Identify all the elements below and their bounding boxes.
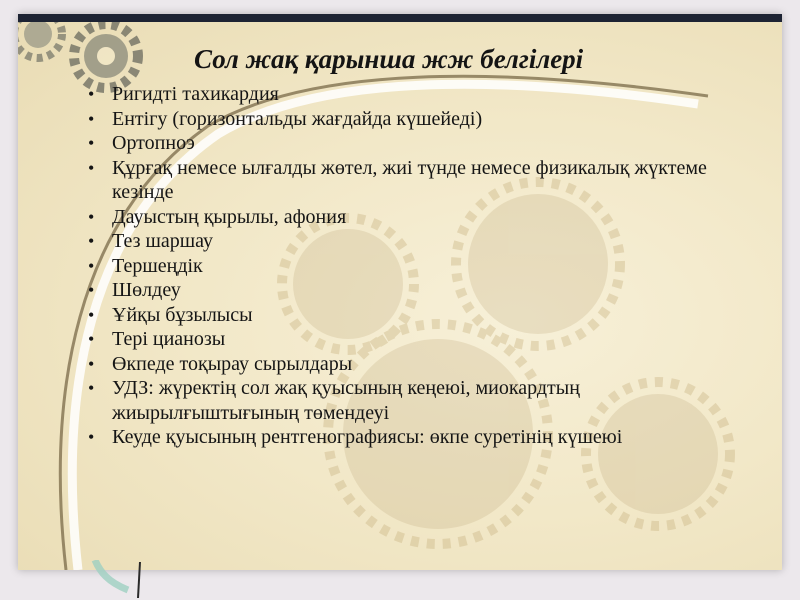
bullet-text: Құрғақ немесе ылғалды жөтел, жиі түнде немесе физикалық жүктеме кезінде [112,156,707,203]
bullet-text: Дауыстың қырылы, афония [112,205,347,228]
bullet-item [88,327,728,352]
bullet-dot: • [88,206,95,227]
bullet-text: Ентігу (горизонтальды жағдайда күшейеді) [112,107,483,130]
bullet-text: Тез шаршау [112,230,214,252]
bullet-item [88,107,728,132]
bullet-dot: • [88,231,95,251]
bullet-text: Кеуде қуысының рентгенографиясы: өкпе суретінің күшеюі [112,426,623,448]
bullet-dot: • [88,133,95,153]
bullet-item [88,131,728,156]
gear-icon [18,14,138,88]
bullet-text: Ригидті тахикардия [112,83,279,105]
bullet-list [88,82,728,450]
bullet-item [88,254,728,279]
top-bar [18,14,782,22]
bullet-dot: • [88,157,95,178]
bullet-text: Тері цианозы [112,328,226,350]
bottom-left-decoration [0,560,200,600]
bullet-dot: • [88,304,95,325]
bullet-dot: • [88,329,95,349]
bullet-text: УДЗ: жүректің сол жақ қуысының кеңеюі, миокардтың жиырылғыштығының төмендеуі [112,377,580,424]
bullet-dot: • [88,280,95,300]
bullet-dot: • [88,84,95,104]
bullet-item [88,229,728,254]
bullet-item [88,205,728,230]
bullet-item [88,82,728,107]
slide-title: Сол жақ қарынша жж белгілері [194,44,584,74]
bullet-dot: • [88,427,95,447]
bullet-text: Өкпеде тоқырау сырылдары [112,352,353,375]
bullet-dot: • [88,108,95,129]
bullet-item [88,303,728,328]
bullet-item [88,278,728,303]
bullet-item [88,352,728,377]
bullet-dot: • [88,255,95,276]
bullet-text: Ұйқы бұзылысы [112,303,253,326]
bullet-text: Тершеңдік [112,254,203,277]
bullet-item [88,376,728,425]
bullet-text: Шөлдеу [112,279,181,301]
bullet-dot: • [88,353,95,374]
bullet-item [88,156,728,205]
bullet-text: Ортопноэ [112,132,195,154]
bullet-dot: • [88,378,95,398]
bullet-item [88,425,728,450]
slide [18,14,782,570]
